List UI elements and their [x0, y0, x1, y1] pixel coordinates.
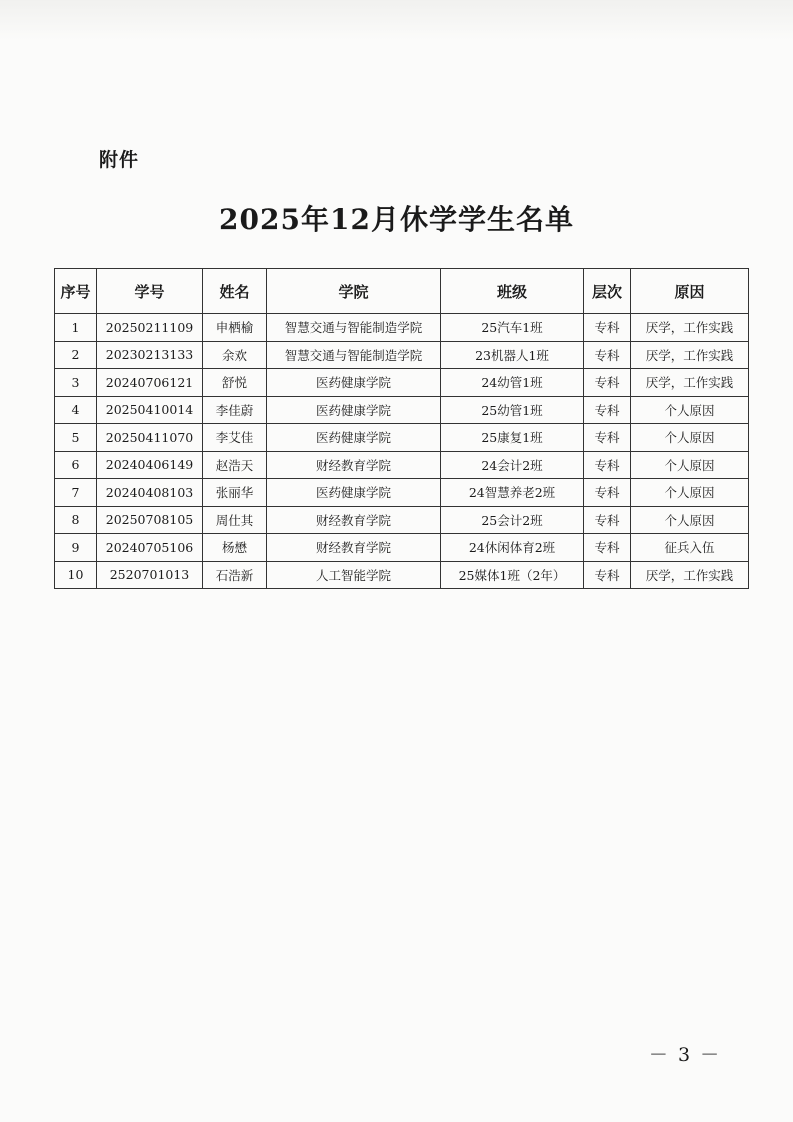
- cell-college: 医药健康学院: [267, 479, 441, 507]
- cell-college: 智慧交通与智能制造学院: [267, 341, 441, 369]
- cell-class: 25康复1班: [441, 424, 584, 452]
- cell-name: 杨懋: [203, 534, 267, 562]
- suspension-student-table: [54, 268, 749, 589]
- cell-student-id: 20250411070: [97, 424, 203, 452]
- cell-seq: 4: [55, 396, 97, 424]
- cell-college: 财经教育学院: [267, 451, 441, 479]
- cell-level: 专科: [584, 561, 631, 589]
- cell-reason: 厌学，工作实践: [631, 341, 749, 369]
- cell-reason: 个人原因: [631, 396, 749, 424]
- cell-college: 医药健康学院: [267, 396, 441, 424]
- cell-class: 24休闲体育2班: [441, 534, 584, 562]
- cell-seq: 1: [55, 314, 97, 342]
- cell-student-id: 20250410014: [97, 396, 203, 424]
- attachment-label: 附件: [99, 149, 140, 171]
- cell-name: 李佳蔚: [203, 396, 267, 424]
- cell-college: 财经教育学院: [267, 534, 441, 562]
- column-header-class: 班级: [441, 269, 584, 314]
- cell-level: 专科: [584, 479, 631, 507]
- table-row: [55, 314, 749, 342]
- cell-seq: 9: [55, 534, 97, 562]
- cell-class: 25幼管1班: [441, 396, 584, 424]
- cell-class: 24幼管1班: [441, 369, 584, 397]
- table-row: [55, 534, 749, 562]
- cell-college: 智慧交通与智能制造学院: [267, 314, 441, 342]
- cell-student-id: 20230213133: [97, 341, 203, 369]
- cell-college: 财经教育学院: [267, 506, 441, 534]
- cell-level: 专科: [584, 506, 631, 534]
- cell-level: 专科: [584, 369, 631, 397]
- table-row: [55, 479, 749, 507]
- cell-college: 医药健康学院: [267, 369, 441, 397]
- cell-seq: 2: [55, 341, 97, 369]
- cell-student-id: 20240706121: [97, 369, 203, 397]
- cell-reason: 厌学，工作实践: [631, 561, 749, 589]
- table-row: [55, 506, 749, 534]
- cell-name: 李艾佳: [203, 424, 267, 452]
- cell-name: 石浩新: [203, 561, 267, 589]
- cell-seq: 8: [55, 506, 97, 534]
- table-row: [55, 341, 749, 369]
- cell-seq: 7: [55, 479, 97, 507]
- cell-level: 专科: [584, 451, 631, 479]
- page-top-edge: [0, 0, 793, 40]
- cell-name: 申栖榆: [203, 314, 267, 342]
- cell-reason: 个人原因: [631, 424, 749, 452]
- cell-level: 专科: [584, 396, 631, 424]
- cell-student-id: 20240408103: [97, 479, 203, 507]
- table-row: [55, 561, 749, 589]
- column-header-student-id: 学号: [97, 269, 203, 314]
- cell-class: 25会计2班: [441, 506, 584, 534]
- cell-reason: 厌学，工作实践: [631, 369, 749, 397]
- cell-reason: 个人原因: [631, 451, 749, 479]
- cell-seq: 10: [55, 561, 97, 589]
- cell-class: 25媒体1班（2年）: [441, 561, 584, 589]
- cell-level: 专科: [584, 534, 631, 562]
- cell-student-id: 20240406149: [97, 451, 203, 479]
- table-row: [55, 396, 749, 424]
- document-title: 2025年12月休学学生名单: [219, 203, 574, 236]
- cell-reason: 个人原因: [631, 506, 749, 534]
- cell-seq: 6: [55, 451, 97, 479]
- cell-seq: 3: [55, 369, 97, 397]
- cell-reason: 征兵入伍: [631, 534, 749, 562]
- cell-student-id: 2520701013: [97, 561, 203, 589]
- cell-student-id: 20240705106: [97, 534, 203, 562]
- cell-reason: 厌学，工作实践: [631, 314, 749, 342]
- table-row: [55, 369, 749, 397]
- cell-reason: 个人原因: [631, 479, 749, 507]
- cell-class: 24会计2班: [441, 451, 584, 479]
- column-header-name: 姓名: [203, 269, 267, 314]
- cell-name: 张丽华: [203, 479, 267, 507]
- cell-college: 医药健康学院: [267, 424, 441, 452]
- column-header-college: 学院: [267, 269, 441, 314]
- cell-student-id: 20250708105: [97, 506, 203, 534]
- column-header-reason: 原因: [631, 269, 749, 314]
- cell-college: 人工智能学院: [267, 561, 441, 589]
- cell-class: 24智慧养老2班: [441, 479, 584, 507]
- table-row: [55, 424, 749, 452]
- table-row: [55, 451, 749, 479]
- cell-level: 专科: [584, 341, 631, 369]
- cell-name: 周仕其: [203, 506, 267, 534]
- cell-student-id: 20250211109: [97, 314, 203, 342]
- table-header-row: [55, 269, 749, 314]
- cell-level: 专科: [584, 314, 631, 342]
- cell-name: 余欢: [203, 341, 267, 369]
- cell-name: 舒悦: [203, 369, 267, 397]
- column-header-level: 层次: [584, 269, 631, 314]
- column-header-seq: 序号: [55, 269, 97, 314]
- cell-level: 专科: [584, 424, 631, 452]
- cell-name: 赵浩天: [203, 451, 267, 479]
- cell-class: 23机器人1班: [441, 341, 584, 369]
- cell-class: 25汽车1班: [441, 314, 584, 342]
- table-body: [55, 314, 749, 589]
- page-number: － 3 －: [648, 1044, 722, 1066]
- cell-seq: 5: [55, 424, 97, 452]
